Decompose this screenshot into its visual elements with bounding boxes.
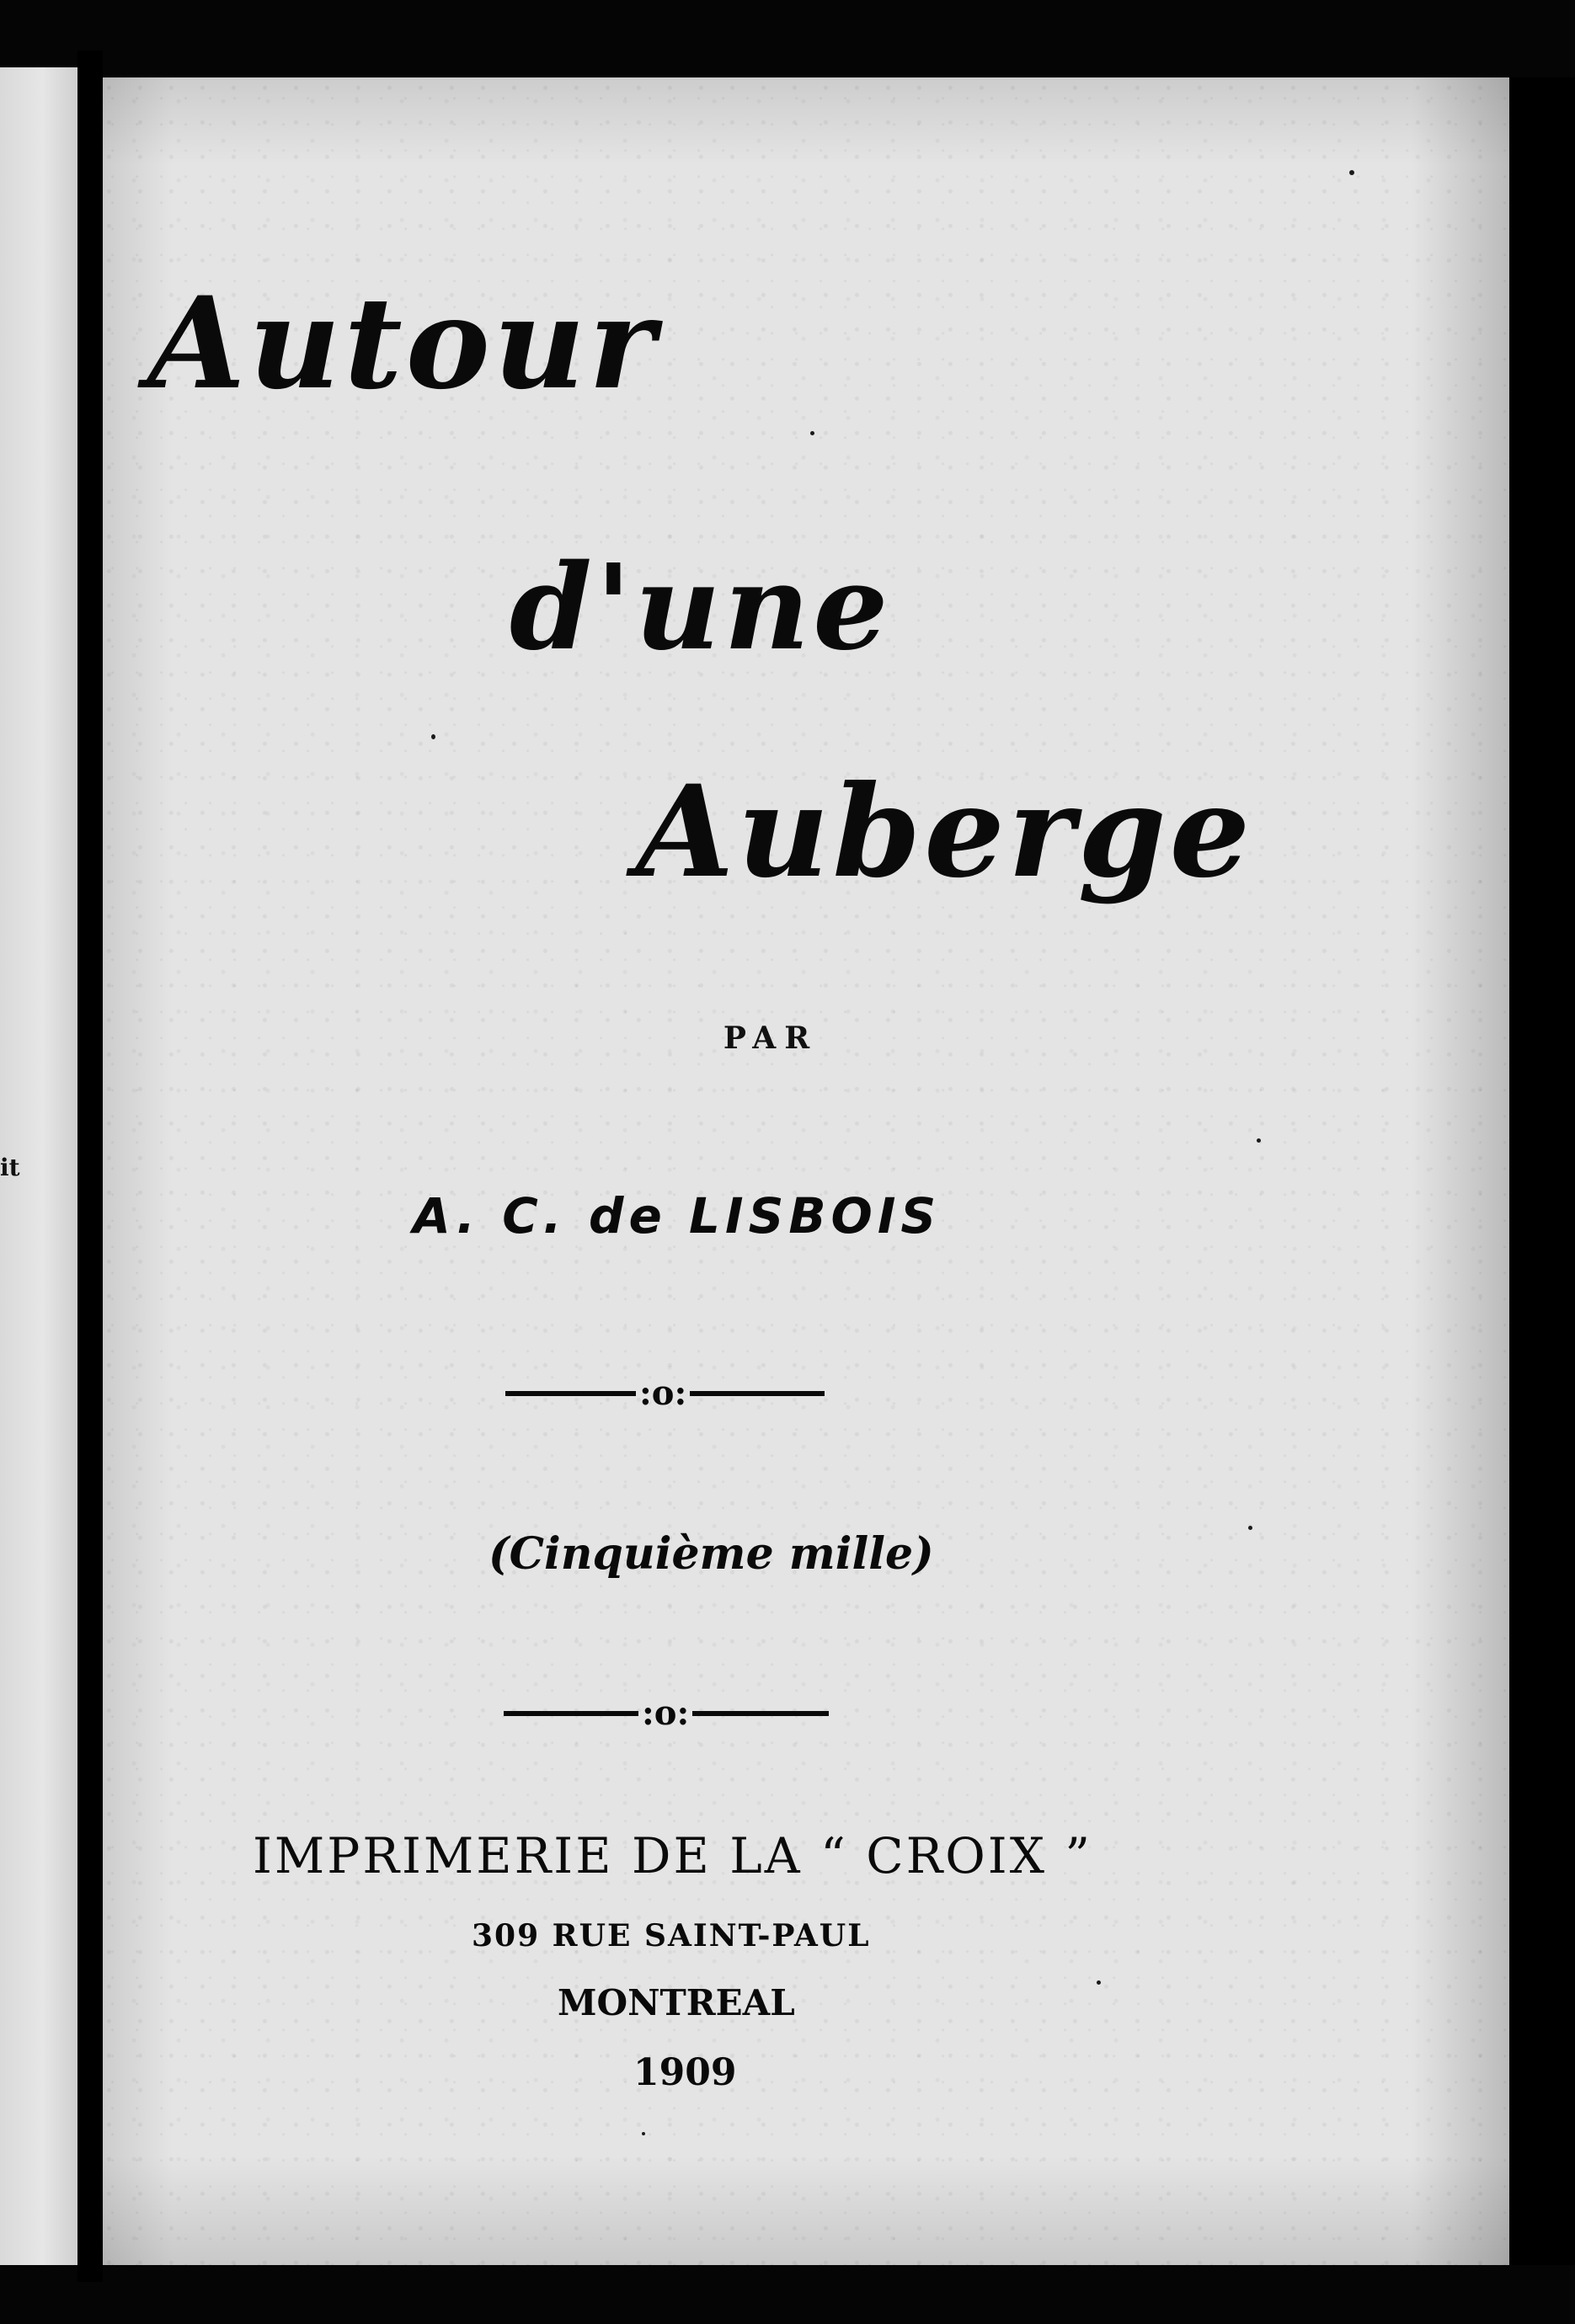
ornament-divider-2 bbox=[504, 1693, 829, 1733]
paper-speck bbox=[810, 431, 814, 435]
ornament-mark: :o: bbox=[642, 1693, 690, 1733]
adjacent-page-edge bbox=[0, 67, 77, 2265]
paper-speck bbox=[1248, 1526, 1252, 1530]
title-line-2: d'une bbox=[510, 539, 892, 677]
ornament-rule-right bbox=[690, 1391, 825, 1396]
par-label: PAR bbox=[723, 1021, 819, 1056]
printer-address: 309 RUE SAINT-PAUL bbox=[472, 1918, 871, 1954]
ornament-rule-left bbox=[504, 1711, 638, 1716]
publication-city: MONTREAL bbox=[558, 1982, 795, 2023]
printer-name: IMPRIMERIE DE LA “ CROIX ” bbox=[253, 1827, 1093, 1884]
publication-year: 1909 bbox=[633, 2051, 737, 2094]
ornament-mark: :o: bbox=[639, 1373, 687, 1413]
paper-speck bbox=[642, 2132, 645, 2135]
ornament-rule-right bbox=[692, 1711, 829, 1716]
paper-speck bbox=[1257, 1138, 1261, 1143]
scan-right-border bbox=[1509, 77, 1575, 2265]
author-name: A. C. de LISBOIS bbox=[413, 1187, 942, 1245]
paper-speck bbox=[1349, 170, 1354, 175]
ornament-divider-1 bbox=[505, 1373, 825, 1413]
paper-speck bbox=[431, 734, 435, 739]
book-gutter bbox=[77, 51, 103, 2282]
paper-speck bbox=[1097, 1980, 1101, 1985]
adjacent-page-fragment: it bbox=[0, 1154, 20, 1181]
edition-note: (Cinquième mille) bbox=[489, 1528, 934, 1580]
ornament-rule-left bbox=[505, 1391, 636, 1396]
title-line-3: Auberge bbox=[636, 758, 1254, 906]
title-line-1: Autour bbox=[147, 269, 659, 418]
